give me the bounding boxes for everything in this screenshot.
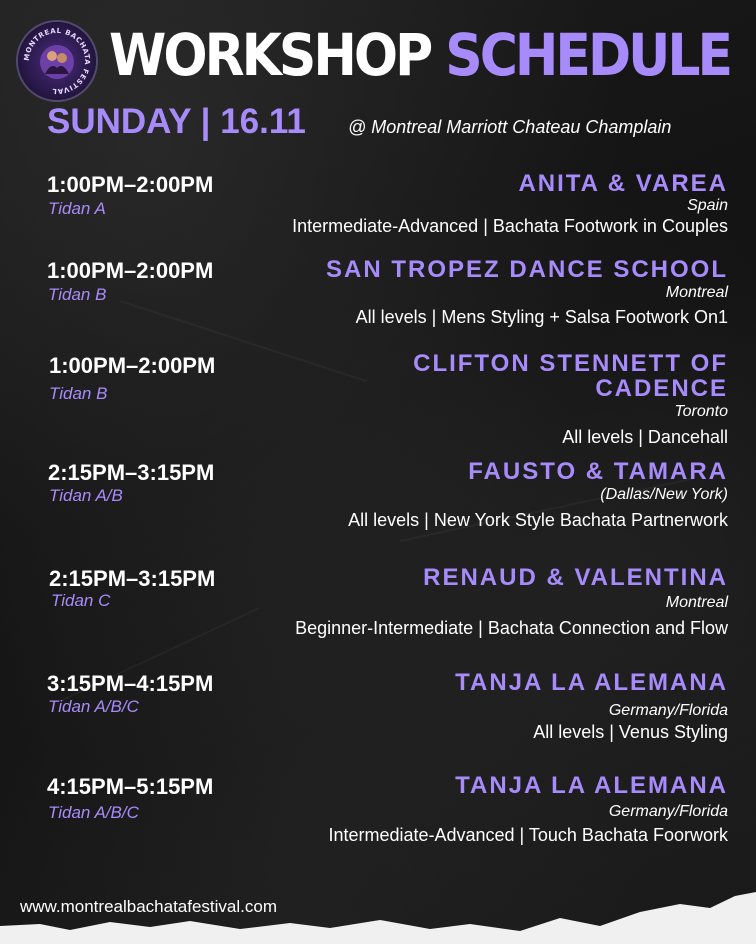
session-time: 4:15PM–5:15PM — [47, 774, 214, 799]
title-word-schedule: SCHEDULE — [445, 22, 730, 90]
session-instructor: TANJA LA ALEMANA — [455, 669, 728, 696]
session-room: Tidan B — [49, 384, 108, 403]
day-label: SUNDAY | 16.11 — [47, 102, 306, 141]
session-description: All levels | New York Style Bachata Partnerwork — [348, 510, 728, 530]
session-time: 1:00PM–2:00PM — [47, 172, 214, 197]
session-instructor: TANJA LA ALEMANA — [455, 772, 728, 799]
session-instructor: ANITA & VAREA — [518, 170, 728, 197]
logo-ring-text: MONTREAL BACHATA FESTIVAL — [22, 26, 92, 96]
logo-emblem-icon — [18, 22, 96, 100]
session-description: All levels | Mens Styling + Salsa Footwork On1 — [355, 307, 728, 327]
session-room: Tidan C — [51, 591, 111, 610]
session-description: Intermediate-Advanced | Touch Bachata Foorwork — [328, 825, 728, 845]
session-description: All levels | Dancehall — [562, 427, 728, 447]
session-instructor: FAUSTO & TAMARA — [468, 458, 728, 485]
session-location: Toronto — [674, 403, 728, 420]
session-time: 3:15PM–4:15PM — [47, 671, 214, 696]
session-time: 2:15PM–3:15PM — [49, 566, 216, 591]
title-word-workshop: WORKSHOP — [109, 22, 431, 90]
session-room: Tidan A/B/C — [48, 697, 139, 716]
session-location: Montreal — [665, 284, 728, 301]
session-instructor-line1: CLIFTON STENNETT OF — [413, 350, 728, 377]
session-time: 2:15PM–3:15PM — [48, 460, 215, 485]
session-room: Tidan A — [48, 199, 106, 218]
session-room: Tidan B — [48, 285, 107, 304]
session-instructor: RENAUD & VALENTINA — [423, 564, 728, 591]
session-description: Intermediate-Advanced | Bachata Footwork in Couples — [292, 216, 728, 236]
session-description: Beginner-Intermediate | Bachata Connection and Flow — [295, 618, 728, 638]
session-location: Germany/Florida — [608, 702, 728, 719]
page-title — [109, 20, 730, 92]
session-room: Tidan A/B — [49, 486, 123, 505]
session-instructor-line2: CADENCE — [595, 375, 728, 402]
session-time: 1:00PM–2:00PM — [49, 353, 216, 378]
session-description: All levels | Venus Styling — [533, 722, 728, 742]
session-instructor: SAN TROPEZ DANCE SCHOOL — [325, 256, 728, 283]
festival-logo — [18, 22, 96, 100]
session-location: Montreal — [665, 594, 728, 611]
session-location: (Dallas/New York) — [600, 486, 728, 503]
session-location: Spain — [687, 197, 728, 214]
session-time: 1:00PM–2:00PM — [47, 258, 214, 283]
session-room: Tidan A/B/C — [48, 803, 139, 822]
website-link[interactable]: www.montrealbachatafestival.com — [20, 897, 278, 916]
venue-label: @ Montreal Marriott Chateau Champlain — [348, 117, 672, 137]
session-location: Germany/Florida — [608, 803, 728, 820]
